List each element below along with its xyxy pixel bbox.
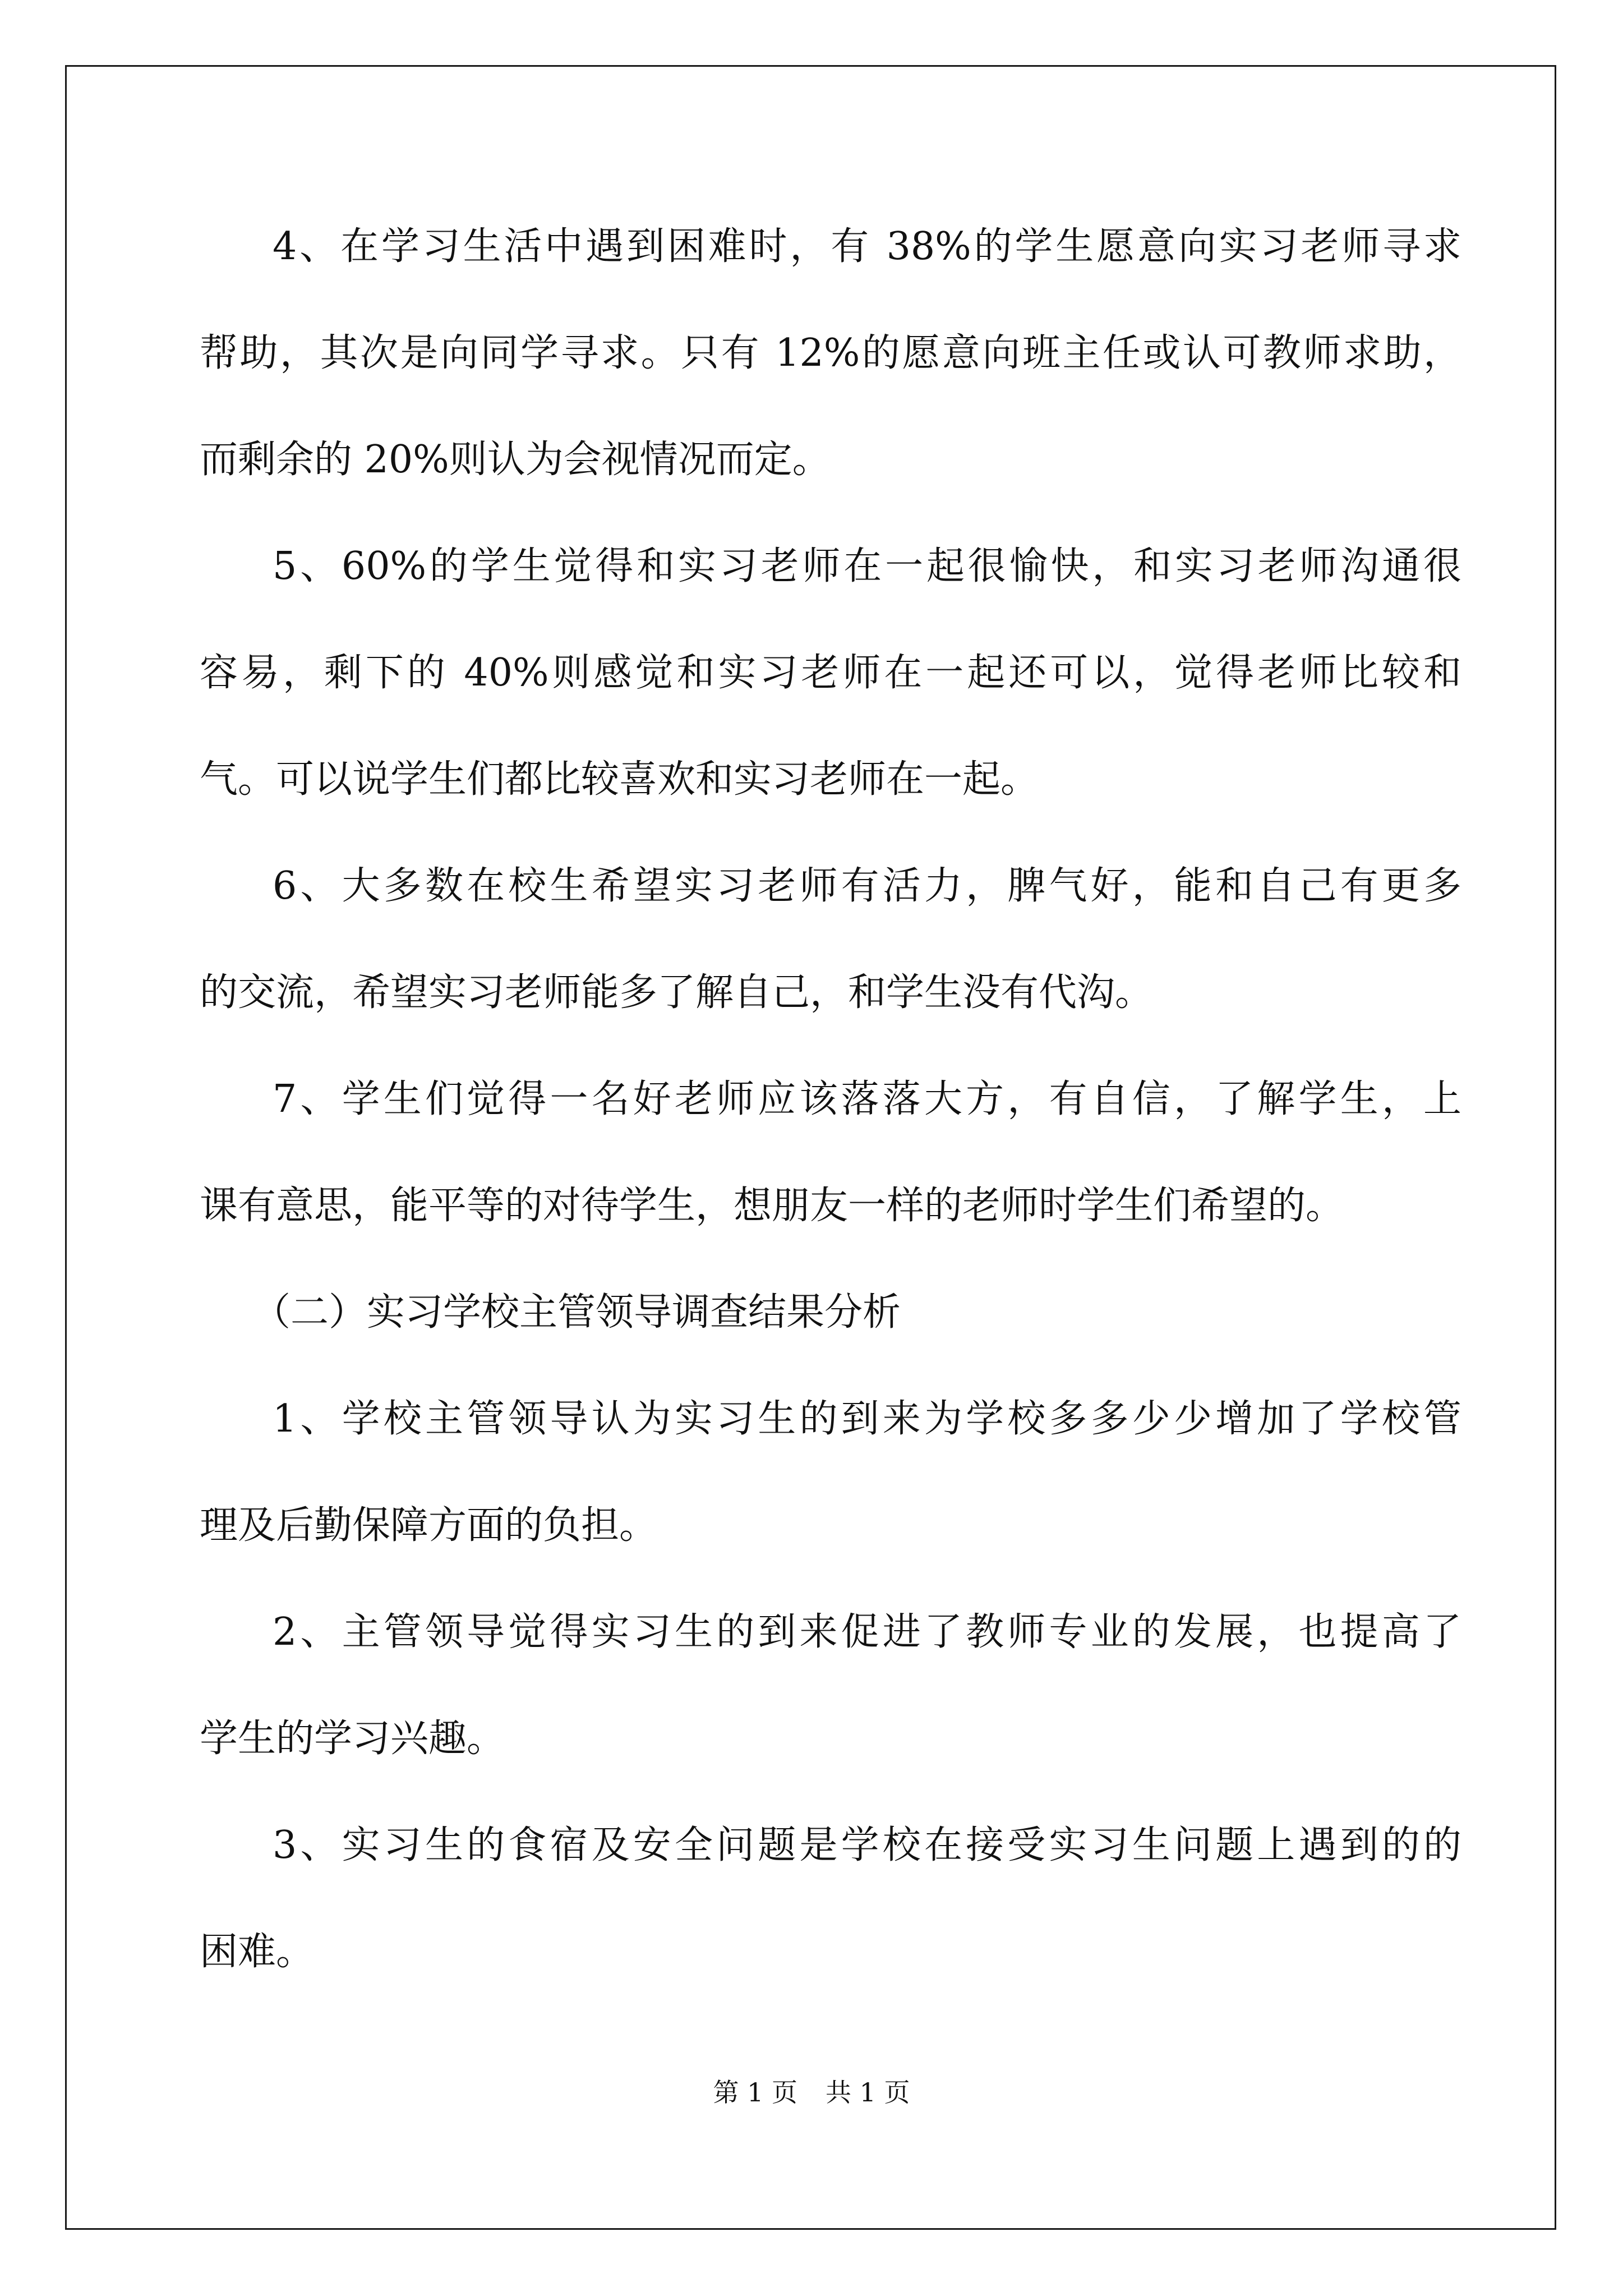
page-border	[65, 65, 1556, 2230]
paragraph-line: 6、大多数在校生希望实习老师有活力，脾气好，能和自己有更多	[273, 864, 1461, 908]
paragraph-line: 气。可以说学生们都比较喜欢和实习老师在一起。	[200, 757, 1039, 802]
paragraph-line: 而剩余的 20%则认为会视情况而定。	[200, 438, 831, 482]
paragraph-line: 3、实习生的食宿及安全问题是学校在接受实习生问题上遇到的的	[273, 1823, 1461, 1867]
paragraph-line: 4、在学习生活中遇到困难时，有 38%的学生愿意向实习老师寻求	[273, 224, 1461, 269]
page-footer	[0, 2076, 1623, 2109]
paragraph-line: 容易，剩下的 40%则感觉和实习老师在一起还可以，觉得老师比较和	[200, 651, 1461, 695]
paragraph-line: 5、60%的学生觉得和实习老师在一起很愉快，和实习老师沟通很	[273, 544, 1461, 588]
paragraph-line: 课有意思，能平等的对待学生，想朋友一样的老师时学生们希望的。	[200, 1184, 1344, 1228]
paragraph-line: 7、学生们觉得一名好老师应该落落大方，有自信，了解学生，上	[273, 1077, 1461, 1121]
section-heading: （二）实习学校主管领导调查结果分析	[252, 1290, 901, 1335]
paragraph-line: 1、学校主管领导认为实习生的到来为学校多多少少增加了学校管	[273, 1397, 1461, 1441]
paragraph-line: 困难。	[200, 1930, 315, 1974]
page-total: 共 1 页	[826, 2077, 910, 2108]
paragraph-line: 2、主管领导觉得实习生的到来促进了教师专业的发展，也提高了	[273, 1610, 1461, 1654]
paragraph-line: 的交流，希望实习老师能多了解自己，和学生没有代沟。	[200, 970, 1154, 1015]
paragraph-line: 学生的学习兴趣。	[200, 1717, 505, 1761]
paragraph-line: 帮助，其次是向同学寻求。只有 12%的愿意向班主任或认可教师求助，	[200, 331, 1461, 375]
paragraph-line: 理及后勤保障方面的负担。	[200, 1503, 658, 1548]
page-number: 第 1 页	[713, 2077, 797, 2108]
